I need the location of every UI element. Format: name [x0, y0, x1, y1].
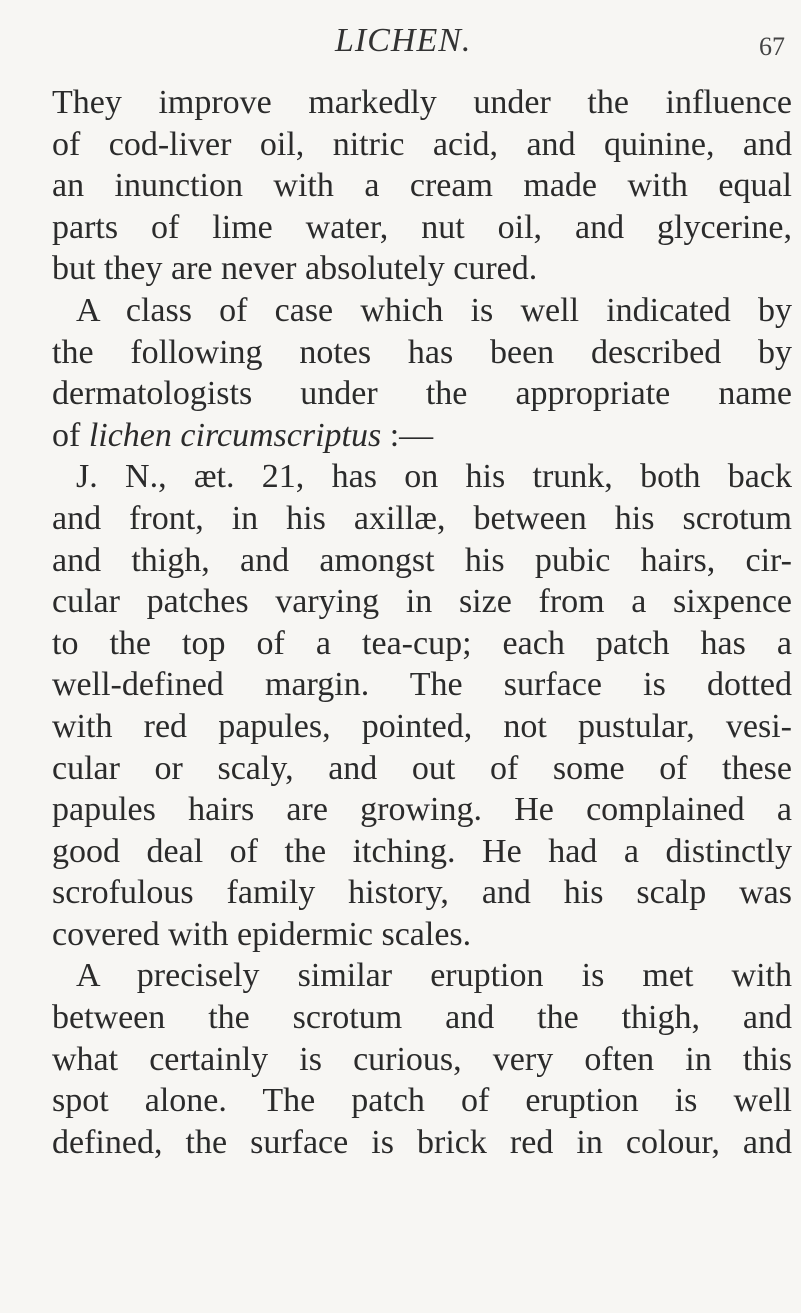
text-line: J. N., æt. 21, has on his trunk, both back	[76, 458, 792, 496]
text-line: between the scrotum and the thigh, and	[52, 999, 792, 1037]
text-line: what certainly is curious, very often in this	[52, 1040, 792, 1078]
page-number: 67	[759, 32, 785, 61]
text-fragment: of	[52, 416, 89, 454]
text-line: scrofulous family history, and his scalp was	[52, 874, 792, 912]
text-line: but they are never absolutely cured.	[52, 250, 538, 288]
text-line: an inunction with a cream made with equal	[52, 167, 792, 205]
text-line: and thigh, and amongst his pubic hairs, cir-	[52, 541, 792, 579]
text-line: cular or scaly, and out of some of these	[52, 749, 792, 787]
paragraph-4	[52, 955, 792, 1163]
paragraph-2	[52, 290, 792, 456]
text-line: of cod-liver oil, nitric acid, and quinine, and	[52, 125, 792, 163]
text-line	[52, 415, 792, 457]
text-line: parts of lime water, nut oil, and glycerine,	[52, 208, 792, 246]
running-title: LICHEN.	[335, 22, 472, 59]
text-line: A precisely similar eruption is met with	[76, 957, 792, 995]
italic-term: lichen circumscriptus	[88, 416, 382, 454]
text-line: defined, the surface is brick red in colour, and	[52, 1123, 792, 1161]
text-line: and front, in his axillæ, between his scrotum	[52, 499, 792, 537]
text-line: well-defined margin. The surface is dotted	[52, 666, 792, 704]
text-line: cular patches varying in size from a sixpence	[52, 583, 792, 621]
text-line: covered with epidermic scales.	[52, 915, 472, 953]
body-text	[52, 82, 792, 1163]
text-line: to the top of a tea-cup; each patch has a	[52, 624, 792, 662]
running-head	[0, 22, 801, 72]
text-line: spot alone. The patch of eruption is well	[52, 1082, 792, 1120]
text-line: the following notes has been described by	[52, 333, 792, 371]
text-line: dermatologists under the appropriate name	[52, 375, 792, 413]
paragraph-3	[52, 456, 792, 955]
text-line: They improve markedly under the influence	[52, 84, 792, 121]
text-fragment: :—	[381, 416, 434, 454]
text-line: papules hairs are growing. He complained a	[52, 791, 792, 829]
paragraph-1	[52, 82, 792, 290]
text-line: with red papules, pointed, not pustular, vesi-	[52, 707, 792, 745]
text-line: A class of case which is well indicated by	[76, 291, 792, 329]
text-line: good deal of the itching. He had a distinctly	[52, 832, 792, 870]
